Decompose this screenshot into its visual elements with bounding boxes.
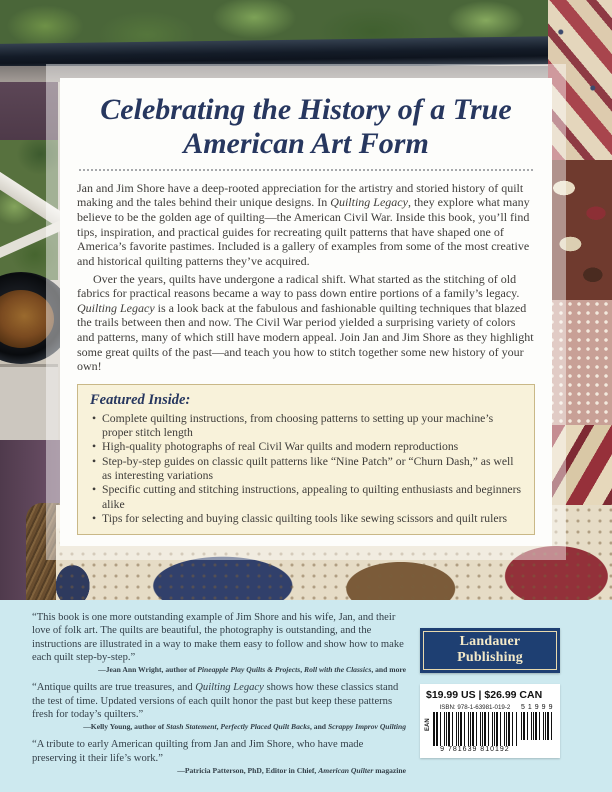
featured-inside-box — [77, 384, 535, 535]
featured-bullet: • High-quality photographs of real Civil War quilts and modern reproductions — [90, 440, 522, 454]
ean-label: EAN — [425, 718, 431, 732]
publisher-badge — [420, 628, 560, 673]
price-label: $19.99 US | $26.99 CAN — [426, 689, 543, 701]
bottom-band — [0, 600, 612, 792]
barcode-box — [420, 684, 560, 758]
barcode — [433, 712, 517, 746]
intro-paragraph-2: Over the years, quilts have undergone a radical shift. What started as the stitching of old fabrics for practical reasons became a way to pass down entire portions of a family’s legacy. Quilting Legacy is a look back at the fabulous and fashionable quilting techniques that blazed the trails between then and now. The Civil War period yielded a surprising variety of colors and patterns, many of which still have modern appeal. Join Jan and Jim Shore as they highlight some great quilts of the past—and teach you how to stitch together some new history of your own! — [77, 271, 534, 374]
testimonial-attribution: —Kelly Young, author of Stash Statement, Perfectly Placed Quilt Backs, and Scrappy Improv Quilting — [83, 722, 406, 732]
featured-bullet: • Tips for selecting and buying classic quilting tools like sewing scissors and quilt rulers — [90, 512, 522, 526]
barcode-addon-column — [521, 704, 555, 740]
info-card — [60, 78, 552, 546]
testimonial-text: “A tribute to early American quilting from Jan and Jim Shore, who have made preserving it their life’s work.” — [32, 739, 364, 764]
testimonial-text: “Antique quilts are true treasures, and Quilting Legacy shows how these classics stand the test of time. Updated versions of each quilt honor the past but keep these patterns fresh for today’s quilters.” — [32, 682, 399, 721]
stitch-divider — [79, 169, 533, 171]
barcode-area — [425, 704, 555, 753]
headline: Celebrating the History of a True American Art Form — [100, 93, 512, 160]
barcode-addon-digits: 51999 — [521, 704, 556, 711]
barcode-main-column — [433, 704, 517, 753]
testimonial-quotes — [32, 611, 406, 782]
barcode-digits: 9 781639 810192 — [440, 746, 510, 753]
info-card-frame — [46, 64, 566, 560]
intro-paragraph-1: Jan and Jim Shore have a deep-rooted appreciation for the artistry and storied history of quilt making and the tales behind their unique designs. In Quilting Legacy, they explore what many believe to be the golden age of quilting—the American Civil War. Inside this book, you’ll find tips, inspiration, and practical guides for recreating quilt patterns that have shaped one of America’s favorite pastimes. Included is a gallery of examples from some of the most creative and historical quilting patterns they’ve acquired. — [77, 180, 530, 268]
testimonial-attribution: —Jean Ann Wright, author of Pineapple Play Quilts & Projects, Roll with the Classics, and more — [98, 665, 406, 675]
featured-bullet: • Specific cutting and stitching instructions, appealing to quilting enthusiasts and beginners alike — [90, 483, 522, 512]
featured-bullet: • Complete quilting instructions, from choosing patterns to setting up your machine’s proper stitch length — [90, 412, 522, 441]
barcode-addon — [521, 712, 555, 740]
featured-bullet-list — [90, 412, 522, 526]
testimonial-attribution: —Patricia Patterson, PhD, Editor in Chief, American Quilter magazine — [177, 766, 406, 776]
testimonial-text: “This book is one more outstanding example of Jim Shore and his wife, Jan, and their love of folk art. The quilts are beautiful, the photography is outstanding, and the instructions are illustrated in a way to make them easy to follow and show how to make each quilt step-by-step.” — [32, 612, 404, 664]
featured-inside-heading: Featured Inside: — [90, 391, 191, 408]
publisher-name: Landauer Publishing — [423, 631, 557, 670]
isbn-label: ISBN: 978-1-63981-019-2 — [439, 704, 511, 711]
featured-bullet: • Step-by-step guides on classic quilt patterns like “Nine Patch” or “Churn Dash,” as well as interesting variations — [90, 455, 522, 484]
publisher-block — [420, 628, 560, 758]
